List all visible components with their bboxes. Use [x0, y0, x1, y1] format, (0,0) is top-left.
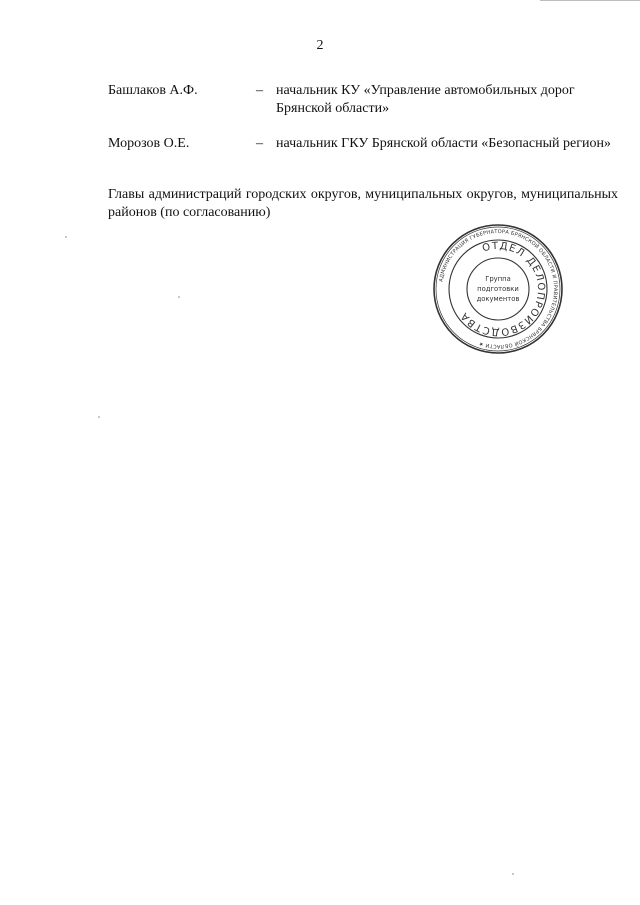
scan-speck: [178, 296, 180, 298]
scan-edge-line: [540, 0, 640, 1]
person-entry-morozov: [108, 135, 618, 175]
person-position: начальник КУ «Управление автомобильных дорог Брянской области»: [276, 83, 575, 116]
person-position: начальник ГКУ Брянской области «Безопасный регион»: [276, 136, 611, 151]
scan-speck: [98, 416, 100, 418]
person-name: Башлаков А.Ф.: [108, 83, 198, 98]
seal-center-line: Группа: [485, 275, 511, 283]
seal-center-line: документов: [476, 295, 520, 303]
office-seal-stamp: [431, 222, 565, 356]
seal-center-line: подготовки: [477, 285, 519, 293]
seal-inner-text: ОТДЕЛ ДЕЛОПРОИЗВОДСТВА: [458, 240, 547, 338]
municipal-heads-paragraph: Главы администраций городских округов, муниципальных округов, муниципальных районов (по согласованию): [108, 187, 618, 220]
seal-outer-text: АДМИНИСТРАЦИЯ ГУБЕРНАТОРА БРЯНСКОЙ ОБЛАСТИ И ПРАВИТЕЛЬСТВА БРЯНСКОЙ ОБЛАСТИ ★: [438, 228, 559, 350]
page-number: 2: [316, 38, 324, 53]
dash: –: [256, 83, 263, 98]
person-entry-bashlakov: [108, 82, 618, 122]
scan-speck: [65, 236, 67, 238]
dash: –: [256, 136, 263, 151]
person-name: Морозов О.Е.: [108, 136, 190, 151]
scan-speck: [512, 873, 514, 875]
